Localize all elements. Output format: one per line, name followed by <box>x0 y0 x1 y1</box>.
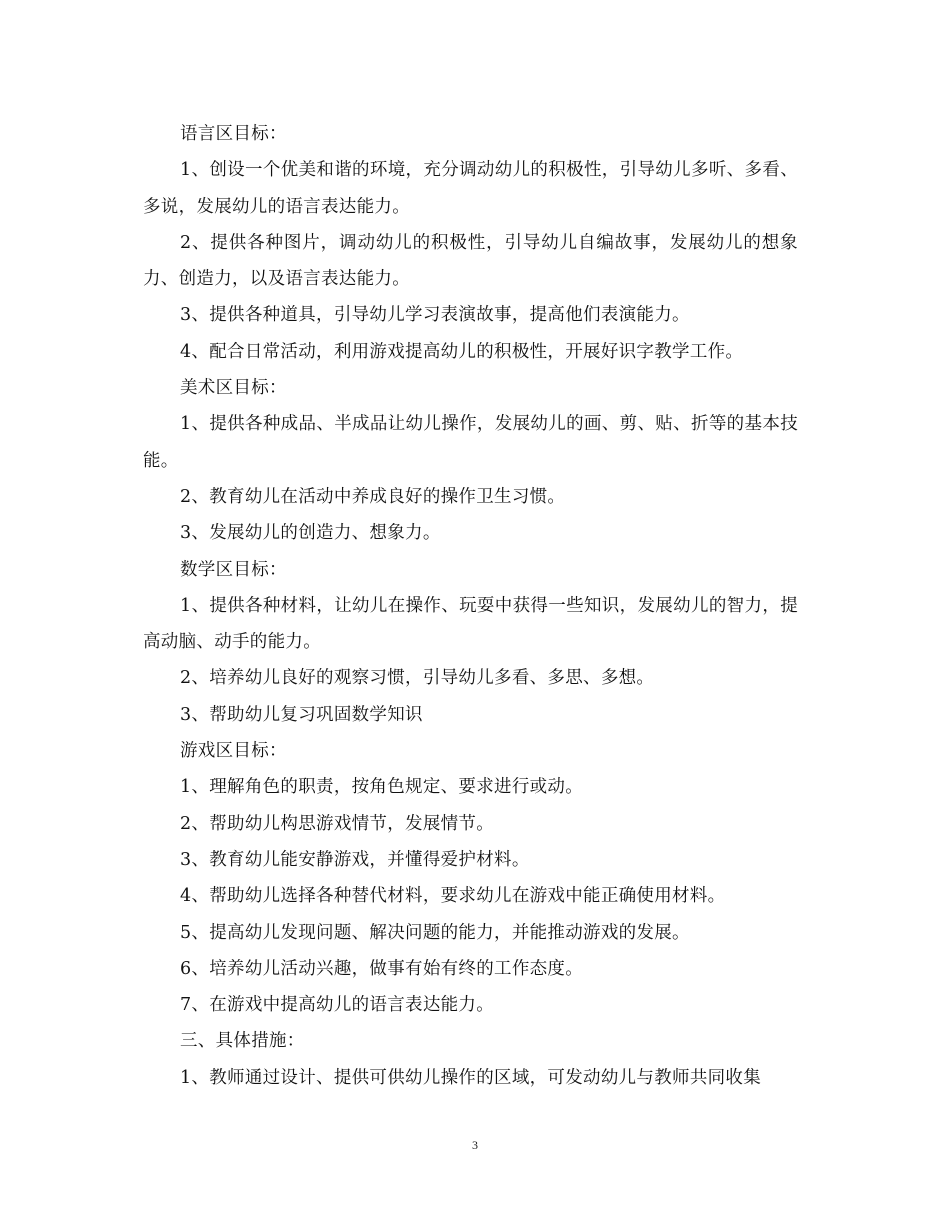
paragraph: 3、帮助幼儿复习巩固数学知识 <box>180 704 423 725</box>
paragraph: 4、帮助幼儿选择各种替代材料，要求幼儿在游戏中能正确使用材料。 <box>180 886 726 907</box>
paragraph: 2、帮助幼儿构思游戏情节，发展情节。 <box>180 813 495 834</box>
paragraph: 2、培养幼儿良好的观察习惯，引导幼儿多看、多思、多想。 <box>180 668 655 689</box>
paragraph: 4、配合日常活动，利用游戏提高幼儿的积极性，开展好识字教学工作。 <box>180 341 744 362</box>
heading-game-area-goals: 游戏区目标： <box>180 741 287 762</box>
paragraph: 1、创设一个优美和谐的环境，充分调动幼儿的积极性，引导幼儿多听、多看、多说，发展幼儿的语言表达能力。 <box>143 160 798 217</box>
heading-math-area-goals: 数学区目标： <box>180 559 287 580</box>
paragraph: 7、在游戏中提高幼儿的语言表达能力。 <box>180 995 495 1016</box>
paragraph: 3、教育幼儿能安静游戏，并懂得爱护材料。 <box>180 849 530 870</box>
heading-art-area-goals: 美术区目标： <box>180 378 287 399</box>
paragraph: 3、发展幼儿的创造力、想象力。 <box>180 523 441 544</box>
paragraph: 2、提供各种图片，调动幼儿的积极性，引导幼儿自编故事，发展幼儿的想象力、创造力，以及语言表达能力。 <box>143 232 798 290</box>
paragraph: 6、培养幼儿活动兴趣，做事有始有终的工作态度。 <box>180 958 584 979</box>
document-body <box>143 116 798 1096</box>
paragraph: 1、理解角色的职责，按角色规定、要求进行或动。 <box>180 777 584 798</box>
paragraph: 3、提供各种道具，引导幼儿学习表演故事，提高他们表演能力。 <box>180 305 690 326</box>
paragraph: 5、提高幼儿发现问题、解决问题的能力，并能推动游戏的发展。 <box>180 922 690 943</box>
paragraph: 1、教师通过设计、提供可供幼儿操作的区域，可发动幼儿与教师共同收集 <box>180 1067 762 1088</box>
paragraph: 1、提供各种材料，让幼儿在操作、玩耍中获得一些知识，发展幼儿的智力，提高动脑、动手的能力。 <box>143 595 798 653</box>
paragraph: 2、教育幼儿在活动中养成良好的操作卫生习惯。 <box>180 486 566 507</box>
page-number: 3 <box>472 1138 478 1152</box>
heading-language-area-goals: 语言区目标： <box>180 124 287 144</box>
heading-specific-measures: 三、具体措施： <box>180 1031 305 1052</box>
paragraph: 1、提供各种成品、半成品让幼儿操作，发展幼儿的画、剪、贴、折等的基本技能。 <box>143 414 798 471</box>
